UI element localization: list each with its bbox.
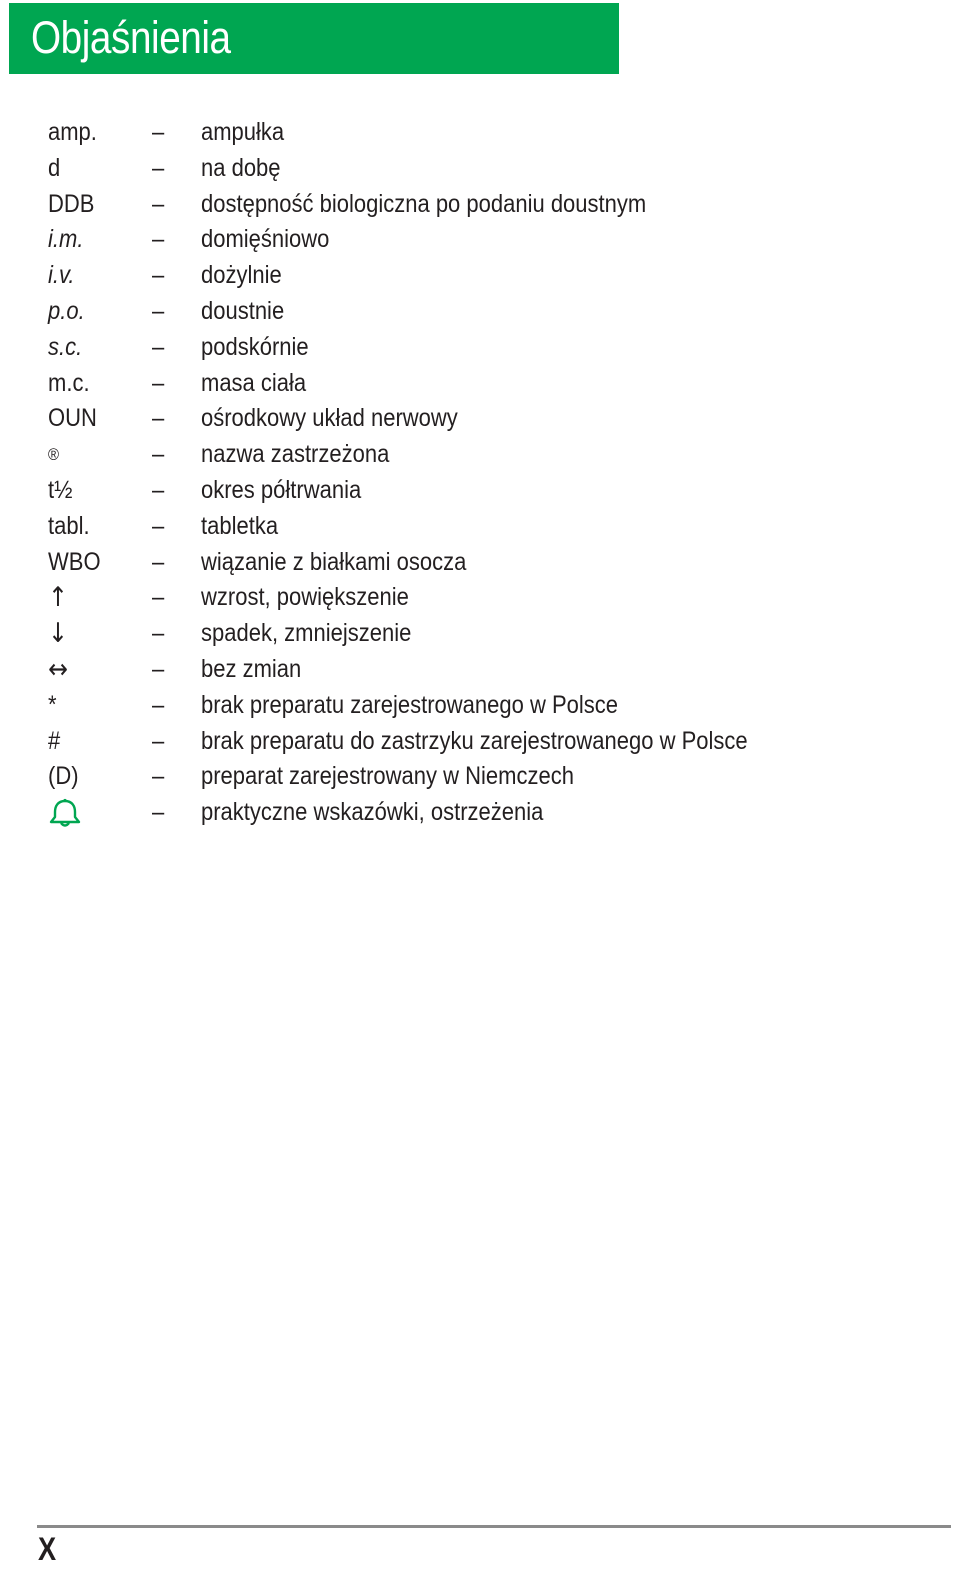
arrow-down-icon: ↓ <box>48 618 68 650</box>
registered-mark: ® <box>48 445 60 465</box>
legend-row-germany <box>48 759 928 795</box>
legend-row-mc <box>48 366 928 402</box>
legend-abbr: i.v. <box>48 261 75 290</box>
legend-abbr: p.o. <box>48 296 85 325</box>
legend-separator: – <box>152 225 165 254</box>
arrow-left-right-icon: ↔ <box>48 653 68 685</box>
legend-separator: – <box>152 619 165 648</box>
legend-desc: okres półtrwania <box>201 475 362 504</box>
legend-abbr: i.m. <box>48 225 84 254</box>
legend-desc: nazwa zastrzeżona <box>201 440 390 469</box>
legend-abbr: WBO <box>48 547 101 576</box>
legend-desc: brak preparatu zarejestrowanego w Polsce <box>201 690 619 719</box>
asterisk-mark: * <box>48 690 57 719</box>
legend-desc: praktyczne wskazówki, ostrzeżenia <box>201 798 544 827</box>
legend-separator: – <box>152 726 165 755</box>
legend-desc: na dobę <box>201 153 281 182</box>
legend-row-asterisk <box>48 688 928 724</box>
hash-mark: # <box>48 726 61 755</box>
legend-separator: – <box>152 404 165 433</box>
legend-row-increase <box>48 580 928 616</box>
legend-abbr: amp. <box>48 118 97 146</box>
legend-row-half-life <box>48 473 928 509</box>
legend-separator: – <box>152 583 165 612</box>
header-band <box>9 3 619 74</box>
legend-separator: – <box>152 332 165 361</box>
legend-abbr: s.c. <box>48 332 83 361</box>
legend-desc: ośrodkowy układ nerwowy <box>201 404 458 433</box>
legend-desc: doustnie <box>201 296 285 325</box>
legend-abbr: DDB <box>48 189 95 218</box>
legend-desc: tabletka <box>201 511 279 540</box>
legend-row-po <box>48 294 928 330</box>
legend-abbr: tabl. <box>48 511 90 540</box>
page-title: Objaśnienia <box>31 12 231 63</box>
legend-abbr: t½ <box>48 475 73 504</box>
legend-separator: – <box>152 118 165 146</box>
legend-row-im <box>48 222 928 258</box>
legend-separator: – <box>152 798 165 827</box>
legend-separator: – <box>152 690 165 719</box>
legend-separator: – <box>152 475 165 504</box>
legend-desc: wzrost, powiększenie <box>201 583 409 612</box>
legend-separator: – <box>152 547 165 576</box>
footer-divider <box>37 1525 951 1528</box>
legend-separator: – <box>152 440 165 469</box>
legend-separator: – <box>152 189 165 218</box>
legend-separator: – <box>152 511 165 540</box>
abbreviation-legend <box>48 115 928 831</box>
legend-desc: wiązanie z białkami osocza <box>201 547 467 576</box>
legend-abbr: OUN <box>48 404 97 433</box>
legend-desc: ampułka <box>201 118 285 146</box>
legend-row-decrease <box>48 616 928 652</box>
legend-desc: bez zmian <box>201 654 302 683</box>
legend-desc: brak preparatu do zastrzyku zarejestrowanego w Polsce <box>201 726 748 755</box>
legend-row-hash <box>48 724 928 760</box>
legend-abbr: m.c. <box>48 368 90 397</box>
legend-row-warning <box>48 795 928 831</box>
legend-row-sc <box>48 330 928 366</box>
legend-desc: masa ciała <box>201 368 307 397</box>
legend-separator: – <box>152 762 165 791</box>
legend-separator: – <box>152 654 165 683</box>
legend-desc: spadek, zmniejszenie <box>201 619 412 648</box>
bell-icon <box>48 798 82 828</box>
legend-desc: podskórnie <box>201 332 309 361</box>
legend-desc: preparat zarejestrowany w Niemczech <box>201 762 574 791</box>
legend-row-ddb <box>48 187 928 223</box>
legend-separator: – <box>152 153 165 182</box>
legend-separator: – <box>152 368 165 397</box>
legend-row-oun <box>48 401 928 437</box>
legend-row-iv <box>48 258 928 294</box>
legend-desc: dostępność biologiczna po podaniu doustnym <box>201 189 647 218</box>
page-number: X <box>38 1531 57 1567</box>
legend-separator: – <box>152 296 165 325</box>
legend-row-registered <box>48 437 928 473</box>
legend-separator: – <box>152 261 165 290</box>
legend-desc: domięśniowo <box>201 225 330 254</box>
legend-row-no-change <box>48 652 928 688</box>
legend-row-amp <box>48 115 928 151</box>
legend-row-d <box>48 151 928 187</box>
legend-row-wbo <box>48 545 928 581</box>
legend-row-tabl <box>48 509 928 545</box>
legend-desc: dożylnie <box>201 261 282 290</box>
legend-abbr: d <box>48 153 61 182</box>
arrow-up-icon: ↑ <box>48 582 68 614</box>
legend-abbr: (D) <box>48 762 79 791</box>
